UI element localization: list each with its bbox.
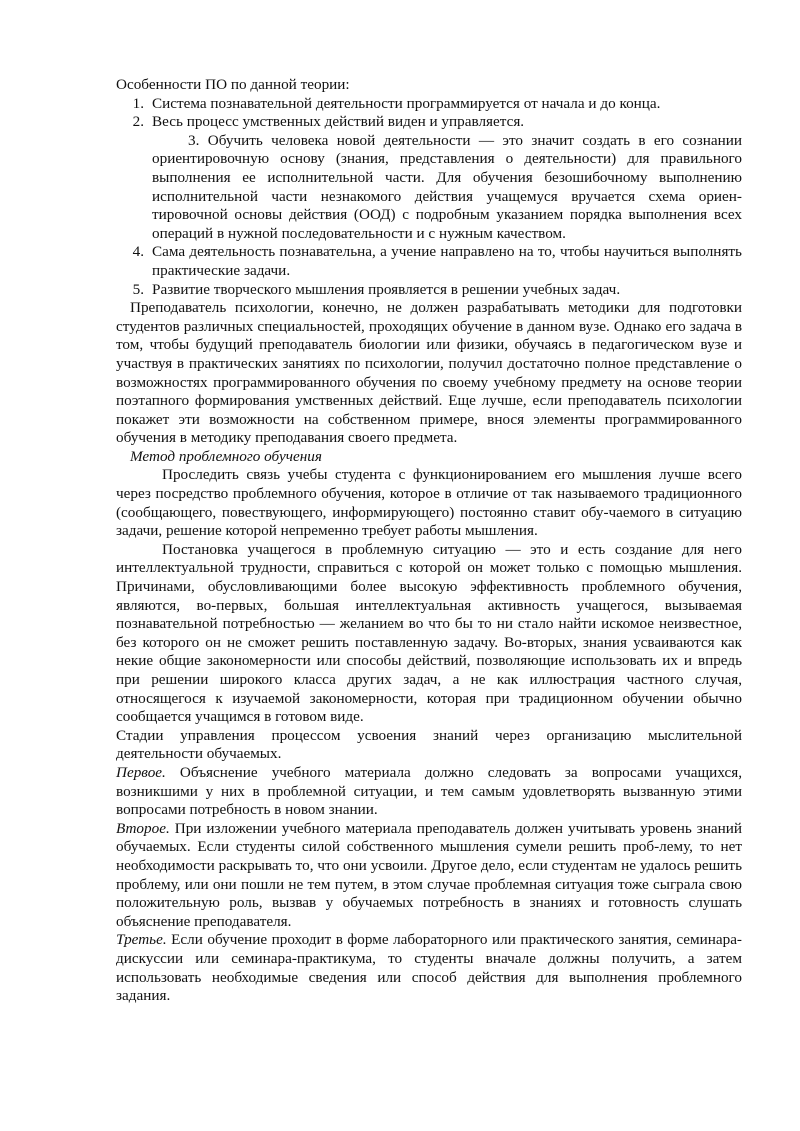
stage-label: Первое. [116, 763, 166, 781]
list-text: Система познавательной деятельности программируется от начала и до конца. [152, 94, 661, 112]
list-number: 2. [132, 113, 144, 131]
list-item [116, 132, 742, 244]
paragraph: Преподаватель психологии, конечно, не должен разрабатывать методики для подготовки студентов различных специальностей, проходящих обучение в данном вузе. Однако его задача в том, чтобы будущий преподаватель биологии или физики, обучаясь в педагогическом вузе и участвуя в практических занятиях по психологии, получил достаточно полное представление о возможностях программированного обучения по своему учебному предмету на основе теории поэтапного формирования умственных действий. Еще лучше, если преподаватель психологии покажет эти возможности на собственном примере, внося элементы программированного обучения в методику преподавания своего предмета. [116, 299, 742, 447]
features-list [116, 95, 742, 300]
paragraph: Проследить связь учебы студента с функционированием его мышления лучше всего через посредство проблемного обучения, которое в отличие от так называемого традиционного (сообщающего, повествующего, информирующего) постоянно ставит обу-чаемого в ситуацию задачи, решение которой непременно требует работы мышления. [116, 466, 742, 540]
list-item [116, 113, 742, 132]
list-number: 3. [188, 131, 200, 149]
list-number: 1. [132, 94, 144, 112]
stage-paragraph [116, 764, 742, 820]
stage-label: Второе. [116, 819, 170, 837]
list-item [116, 95, 742, 114]
stage-paragraph [116, 820, 742, 932]
stage-label: Третье. [116, 931, 167, 949]
list-number: 5. [132, 280, 144, 298]
paragraph: Постановка учащегося в проблемную ситуацию — это и есть создание для него интеллектуальной трудности, справиться с которой он может только с помощью мышления. Причинами, обусловливающими более высокую эффективность проблемного обучения, являются, во-первых, большая интеллектуальная активность учащегося, вызываемая познавательной потребностью — желанием во что бы то ни стало найти искомое неизвестное, без которого он не сможет решить поставленную задачу. Во-вторых, знания усваиваются как некие общие закономерности или способы действий, позволяющие использовать их и впредь при решении широкого класса других задач, а не как иллюстрация частного случая, относящегося к изучаемой закономерности, которая при традиционном обучении обычно сообщается учащимся в готовом виде. [116, 540, 742, 726]
list-text: Весь процесс умственных действий виден и управляется. [152, 113, 525, 131]
list-item [116, 281, 742, 300]
list-text: Обучить человека новой деятельности — это значит создать в его сознании ориентировочную основу (знания, представления о деятельности) для правильного выполнения ее исполнительной части. Для обучения безошибочному выполнению исполнительной части незнакомого действия учащемуся вручается схема ориен-тировочной основы действия (ООД) с подробным указанием порядка выполнения всех операций в нужной последовательности и с нужным качеством. [152, 131, 743, 242]
stage-text: При изложении учебного материала преподаватель должен учитывать уровень знаний обучаемых. Если студенты силой собственного мышления сумели решить проб-лему, то нет необходимости раскрывать то, что они усвоили. Другое дело, если студентам не удалось решить проблему, или они пошли не тем путем, в этом случае проблемная ситуация тоже сыграла свою положительную роль, вызвав у обучаемых потребность в знаниях и готовность слушать объяснение преподавателя. [116, 819, 742, 930]
list-number: 4. [132, 243, 144, 261]
intro-line: Особенности ПО по данной теории: [116, 76, 350, 93]
stage-text: Если обучение проходит в форме лабораторного или практического занятия, семинара-дискуссии или семинара-практикума, то студенты вначале должны получить, а затем использовать необходимые сведения или способ действия для выполнения проблемного задания. [116, 931, 742, 1005]
section-title: Метод проблемного обучения [130, 447, 322, 465]
list-text: Сама деятельность познавательна, а учение направлено на то, чтобы научиться выполнять практические задачи. [152, 243, 742, 279]
stage-text: Объяснение учебного материала должно следовать за вопросами учащихся, возникшими у них в проблемной ситуации, и тем самым удовлетворять вызванную этими вопросами потребность в новом знании. [116, 763, 742, 819]
list-text: Развитие творческого мышления проявляется в решении учебных задач. [152, 280, 621, 298]
paragraph: Стадии управления процессом усвоения знаний через организацию мыслительной деятельности обучаемых. [116, 726, 742, 763]
stage-paragraph [116, 931, 742, 1005]
list-item [116, 243, 742, 280]
